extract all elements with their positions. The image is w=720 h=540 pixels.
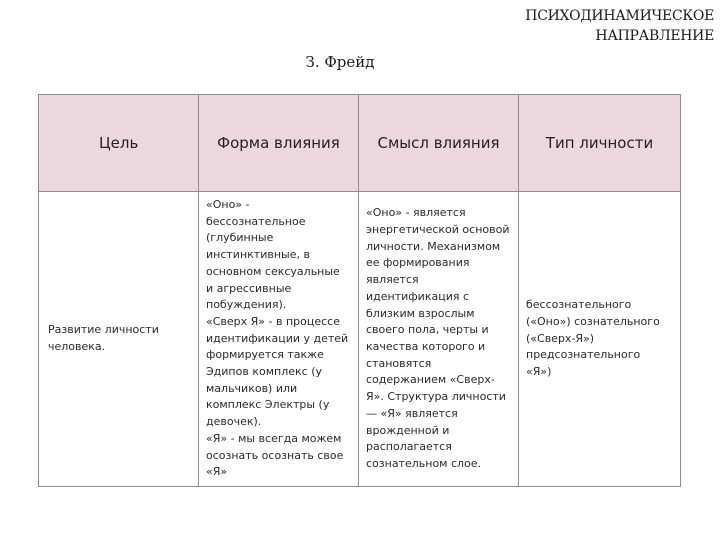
cell-goal xyxy=(39,192,199,487)
meaning-text: «Оно» - является энергетической основой личности. Механизмом ее формирования является идентификация с близким взрослым своего пола, черты и качества которого и становятся содержанием «Сверх- Я». Структура личности — «Я» является врожденной и располагается сознательном слое. xyxy=(366,206,510,470)
cell-form xyxy=(199,192,359,487)
cell-type xyxy=(519,192,681,487)
column-header-form: Форма влияния xyxy=(199,95,359,192)
table-row xyxy=(39,192,681,487)
theory-table xyxy=(38,94,681,487)
form-text: «Оно» - бессознательное (глубинные инстинктивные, в основном сексуальные и агрессивные побуждения). «Сверх Я» - в процессе идентификации у детей формируется также Эдипов комплекс (у мальчиков) или комплекс Электры (у девочек). «Я» - мы всегда можем осознать осознать свое «Я» xyxy=(206,198,349,479)
author-subtitle: З. Фрейд xyxy=(305,53,375,71)
table-header-row xyxy=(39,95,681,192)
section-title-line-1: ПСИХОДИНАМИЧЕСКОЕ xyxy=(525,8,714,24)
goal-text: Развитие личности человека. xyxy=(48,323,159,353)
column-header-meaning: Смысл влияния xyxy=(359,95,519,192)
cell-meaning xyxy=(359,192,519,487)
type-text: бессознательного («Оно») сознательного («Сверх-Я») предсознательного «Я») xyxy=(526,298,660,379)
section-title xyxy=(525,6,714,46)
column-header-goal: Цель xyxy=(39,95,199,192)
column-header-type: Тип личности xyxy=(519,95,681,192)
section-title-line-2: НАПРАВЛЕНИЕ xyxy=(595,28,714,44)
